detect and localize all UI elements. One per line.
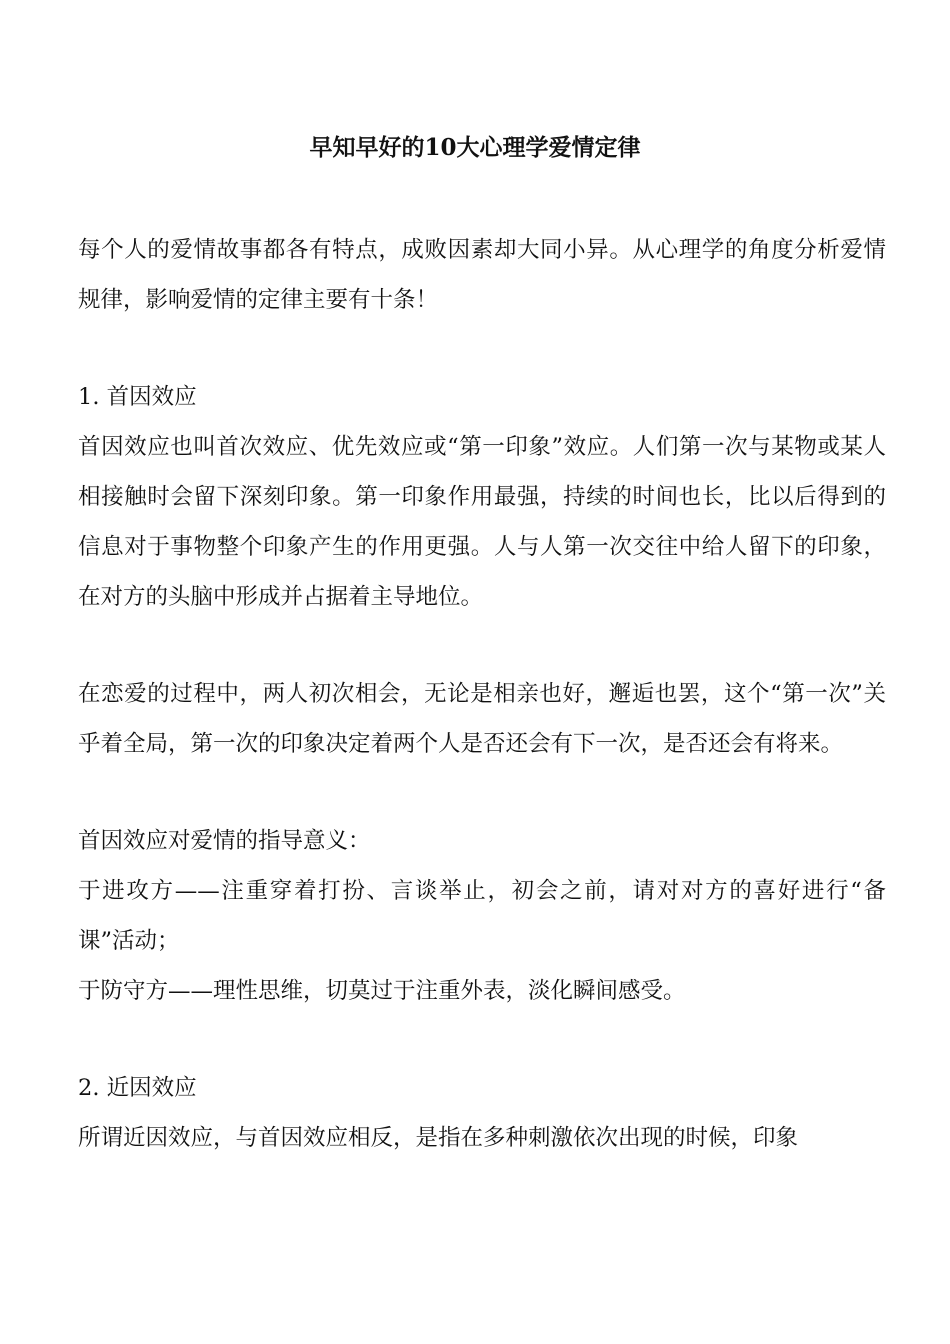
section-2-paragraph-1: 所谓近因效应，与首因效应相反，是指在多种刺激依次出现的时候，印象 xyxy=(78,1125,799,1151)
document-body xyxy=(78,225,886,1163)
guidance-attack: 于进攻方——注重穿着打扮、言谈举止，初会之前，请对对方的喜好进行“备课”活动； xyxy=(78,878,886,954)
intro-paragraph: 每个人的爱情故事都各有特点，成败因素却大同小异。从心理学的角度分析爱情规律，影响爱情的定律主要有十条！ xyxy=(78,237,886,313)
section-2-heading: 2. 近因效应 xyxy=(78,1075,197,1101)
guidance-heading: 首因效应对爱情的指导意义： xyxy=(78,828,371,854)
section-1-paragraph-2: 在恋爱的过程中，两人初次相会，无论是相亲也好，邂逅也罢，这个“第一次”关乎着全局，第一次的印象决定着两个人是否还会有下一次，是否还会有将来。 xyxy=(78,681,886,757)
document-title: 早知早好的10大心理学爱情定律 xyxy=(309,134,641,161)
guidance-defense: 于防守方——理性思维，切莫过于注重外表，淡化瞬间感受。 xyxy=(78,978,686,1004)
section-1-paragraph-1: 首因效应也叫首次效应、优先效应或“第一印象”效应。人们第一次与某物或某人相接触时会留下深刻印象。第一印象作用最强，持续的时间也长，比以后得到的信息对于事物整个印象产生的作用更强。人与人第一次交往中给人留下的印象，在对方的头脑中形成并占据着主导地位。 xyxy=(78,434,886,610)
section-1-heading: 1. 首因效应 xyxy=(78,384,197,410)
